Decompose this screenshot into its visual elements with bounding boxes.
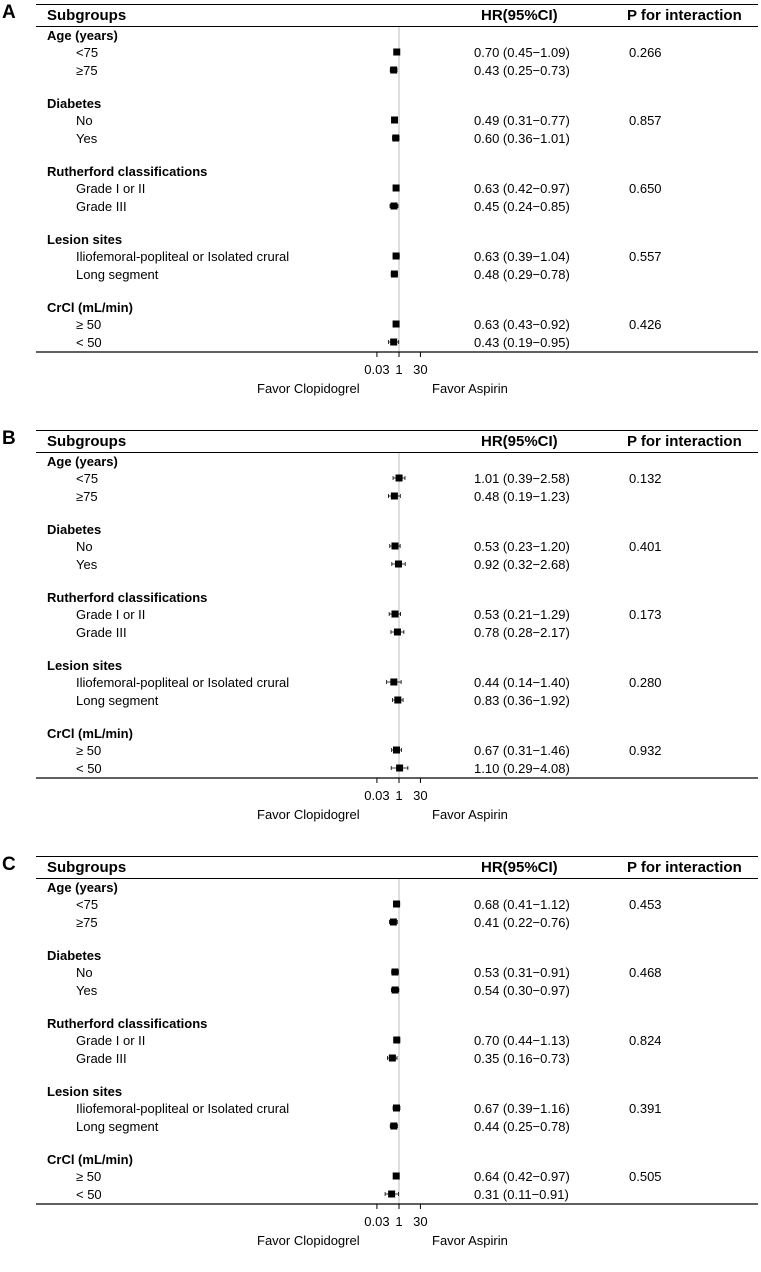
x-tick-label: 30 <box>413 1214 428 1229</box>
hr-ci-text: 0.83 (0.36−1.92) <box>474 692 570 708</box>
hr-ci-text: 0.70 (0.45−1.09) <box>474 44 570 60</box>
hr-point <box>391 117 398 124</box>
subgroup-label: <75 <box>76 470 99 486</box>
group-label: Age (years) <box>47 453 118 469</box>
hr-ci-text: 0.43 (0.25−0.73) <box>474 62 570 78</box>
subgroup-label: Grade III <box>76 198 127 214</box>
hr-point <box>392 611 399 618</box>
hr-ci-text: 0.31 (0.11−0.91) <box>474 1186 569 1202</box>
subgroup-label: Long segment <box>76 692 159 708</box>
p-interaction-value: 0.132 <box>629 470 662 486</box>
subgroup-label: ≥ 50 <box>76 316 102 332</box>
header-subgroups: Subgroups <box>47 859 127 876</box>
panel-a <box>0 0 761 420</box>
hr-point <box>393 49 400 56</box>
hr-ci-text: 0.70 (0.44−1.13) <box>474 1032 570 1048</box>
p-interaction-value: 0.857 <box>629 112 662 128</box>
subgroup-label: Yes <box>76 130 98 146</box>
p-interaction-value: 0.280 <box>629 674 662 690</box>
hr-ci-text: 0.92 (0.32−2.68) <box>474 556 570 572</box>
subgroup-label: Grade III <box>76 1050 127 1066</box>
group-label: Rutherford classifications <box>47 1015 208 1031</box>
hr-point <box>390 203 397 210</box>
hr-ci-text: 0.53 (0.21−1.29) <box>474 606 570 622</box>
group-label: Age (years) <box>47 27 118 43</box>
p-interaction-value: 0.453 <box>629 896 662 912</box>
p-interaction-value: 0.557 <box>629 248 662 264</box>
hr-point <box>396 475 403 482</box>
hr-point <box>393 321 400 328</box>
panel-c <box>0 852 761 1272</box>
hr-ci-text: 0.53 (0.23−1.20) <box>474 538 570 554</box>
hr-ci-text: 0.44 (0.25−0.78) <box>474 1118 570 1134</box>
group-label: Rutherford classifications <box>47 589 208 605</box>
hr-point <box>394 697 401 704</box>
subgroup-label: ≥75 <box>76 914 98 930</box>
hr-ci-text: 1.01 (0.39−2.58) <box>474 470 570 486</box>
subgroup-label: < 50 <box>76 760 102 776</box>
hr-ci-text: 0.67 (0.39−1.16) <box>474 1100 570 1116</box>
hr-point <box>393 1037 400 1044</box>
subgroup-label: No <box>76 112 93 128</box>
hr-ci-text: 0.67 (0.31−1.46) <box>474 742 570 758</box>
subgroup-label: Long segment <box>76 266 159 282</box>
hr-ci-text: 0.60 (0.36−1.01) <box>474 130 570 146</box>
subgroup-label: ≥ 50 <box>76 1168 102 1184</box>
subgroup-label: <75 <box>76 896 99 912</box>
hr-ci-text: 0.78 (0.28−2.17) <box>474 624 570 640</box>
subgroup-label: <75 <box>76 44 99 60</box>
hr-point <box>393 901 400 908</box>
group-label: Age (years) <box>47 879 118 895</box>
subgroup-label: Iliofemoral-popliteal or Isolated crural <box>76 1100 290 1116</box>
hr-point <box>389 1055 396 1062</box>
group-label: Lesion sites <box>47 657 123 673</box>
p-interaction-value: 0.650 <box>629 180 662 196</box>
hr-point <box>393 185 400 192</box>
group-label: Lesion sites <box>47 1083 123 1099</box>
header-p-interaction: P for interaction <box>627 433 742 450</box>
subgroup-label: Iliofemoral-popliteal or Isolated crural <box>76 248 290 264</box>
p-interaction-value: 0.824 <box>629 1032 662 1048</box>
favor-left-label: Favor Clopidogrel <box>257 807 360 822</box>
hr-ci-text: 0.68 (0.41−1.12) <box>474 896 570 912</box>
favor-right-label: Favor Aspirin <box>432 1233 508 1248</box>
hr-point <box>393 747 400 754</box>
hr-ci-text: 0.63 (0.39−1.04) <box>474 248 570 264</box>
subgroup-label: Yes <box>76 982 98 998</box>
hr-point <box>393 1173 400 1180</box>
header-hr: HR(95%CI) <box>481 859 558 876</box>
hr-ci-text: 0.48 (0.29−0.78) <box>474 266 570 282</box>
subgroup-label: < 50 <box>76 1186 102 1202</box>
hr-point <box>392 135 399 142</box>
favor-left-label: Favor Clopidogrel <box>257 381 360 396</box>
group-label: Diabetes <box>47 521 102 537</box>
group-label: Lesion sites <box>47 231 123 247</box>
favor-left-label: Favor Clopidogrel <box>257 1233 360 1248</box>
p-interaction-value: 0.391 <box>629 1100 662 1116</box>
p-interaction-value: 0.505 <box>629 1168 662 1184</box>
x-tick-label: 30 <box>413 788 428 803</box>
p-interaction-value: 0.426 <box>629 316 662 332</box>
hr-point <box>390 919 397 926</box>
p-interaction-value: 0.173 <box>629 606 662 622</box>
favor-right-label: Favor Aspirin <box>432 807 508 822</box>
subgroup-label: Grade I or II <box>76 606 146 622</box>
subgroup-label: Yes <box>76 556 98 572</box>
subgroup-label: Iliofemoral-popliteal or Isolated crural <box>76 674 290 690</box>
subgroup-label: ≥ 50 <box>76 742 102 758</box>
header-hr: HR(95%CI) <box>481 433 558 450</box>
subgroup-label: Grade I or II <box>76 1032 146 1048</box>
hr-ci-text: 1.10 (0.29−4.08) <box>474 760 570 776</box>
favor-right-label: Favor Aspirin <box>432 381 508 396</box>
hr-point <box>396 765 403 772</box>
group-label: CrCl (mL/min) <box>47 1151 133 1167</box>
p-interaction-value: 0.401 <box>629 538 662 554</box>
header-p-interaction: P for interaction <box>627 859 742 876</box>
hr-point <box>388 1191 395 1198</box>
hr-ci-text: 0.44 (0.14−1.40) <box>474 674 570 690</box>
group-label: CrCl (mL/min) <box>47 299 133 315</box>
hr-ci-text: 0.63 (0.43−0.92) <box>474 316 570 332</box>
group-label: CrCl (mL/min) <box>47 725 133 741</box>
hr-ci-text: 0.43 (0.19−0.95) <box>474 334 570 350</box>
hr-point <box>392 969 399 976</box>
x-tick-label: 0.03 <box>364 1214 390 1229</box>
hr-point <box>390 67 397 74</box>
hr-ci-text: 0.48 (0.19−1.23) <box>474 488 570 504</box>
group-label: Rutherford classifications <box>47 163 208 179</box>
hr-point <box>393 1105 400 1112</box>
header-subgroups: Subgroups <box>47 7 127 24</box>
hr-ci-text: 0.45 (0.24−0.85) <box>474 198 570 214</box>
hr-point <box>394 629 401 636</box>
subgroup-label: No <box>76 964 93 980</box>
hr-point <box>390 679 397 686</box>
hr-ci-text: 0.53 (0.31−0.91) <box>474 964 570 980</box>
p-interaction-value: 0.468 <box>629 964 662 980</box>
hr-point <box>391 271 398 278</box>
hr-ci-text: 0.63 (0.42−0.97) <box>474 180 570 196</box>
x-tick-label: 1 <box>395 362 403 377</box>
hr-ci-text: 0.64 (0.42−0.97) <box>474 1168 570 1184</box>
header-hr: HR(95%CI) <box>481 7 558 24</box>
x-tick-label: 1 <box>395 1214 403 1229</box>
hr-point <box>393 253 400 260</box>
p-interaction-value: 0.266 <box>629 44 662 60</box>
p-interaction-value: 0.932 <box>629 742 662 758</box>
subgroup-label: No <box>76 538 93 554</box>
hr-point <box>392 987 399 994</box>
hr-ci-text: 0.49 (0.31−0.77) <box>474 112 570 128</box>
subgroup-label: Long segment <box>76 1118 159 1134</box>
hr-ci-text: 0.41 (0.22−0.76) <box>474 914 570 930</box>
x-tick-label: 30 <box>413 362 428 377</box>
x-tick-label: 1 <box>395 788 403 803</box>
group-label: Diabetes <box>47 947 102 963</box>
panel-letter: B <box>2 428 16 449</box>
hr-point <box>392 543 399 550</box>
subgroup-label: ≥75 <box>76 488 98 504</box>
panel-letter: C <box>2 854 16 875</box>
hr-point <box>391 493 398 500</box>
panel-letter: A <box>2 2 16 23</box>
header-p-interaction: P for interaction <box>627 7 742 24</box>
hr-point <box>390 339 397 346</box>
header-subgroups: Subgroups <box>47 433 127 450</box>
hr-point <box>390 1123 397 1130</box>
x-tick-label: 0.03 <box>364 362 390 377</box>
panel-b <box>0 426 761 846</box>
hr-ci-text: 0.35 (0.16−0.73) <box>474 1050 570 1066</box>
x-tick-label: 0.03 <box>364 788 390 803</box>
hr-ci-text: 0.54 (0.30−0.97) <box>474 982 570 998</box>
subgroup-label: ≥75 <box>76 62 98 78</box>
subgroup-label: < 50 <box>76 334 102 350</box>
subgroup-label: Grade III <box>76 624 127 640</box>
hr-point <box>395 561 402 568</box>
group-label: Diabetes <box>47 95 102 111</box>
subgroup-label: Grade I or II <box>76 180 146 196</box>
